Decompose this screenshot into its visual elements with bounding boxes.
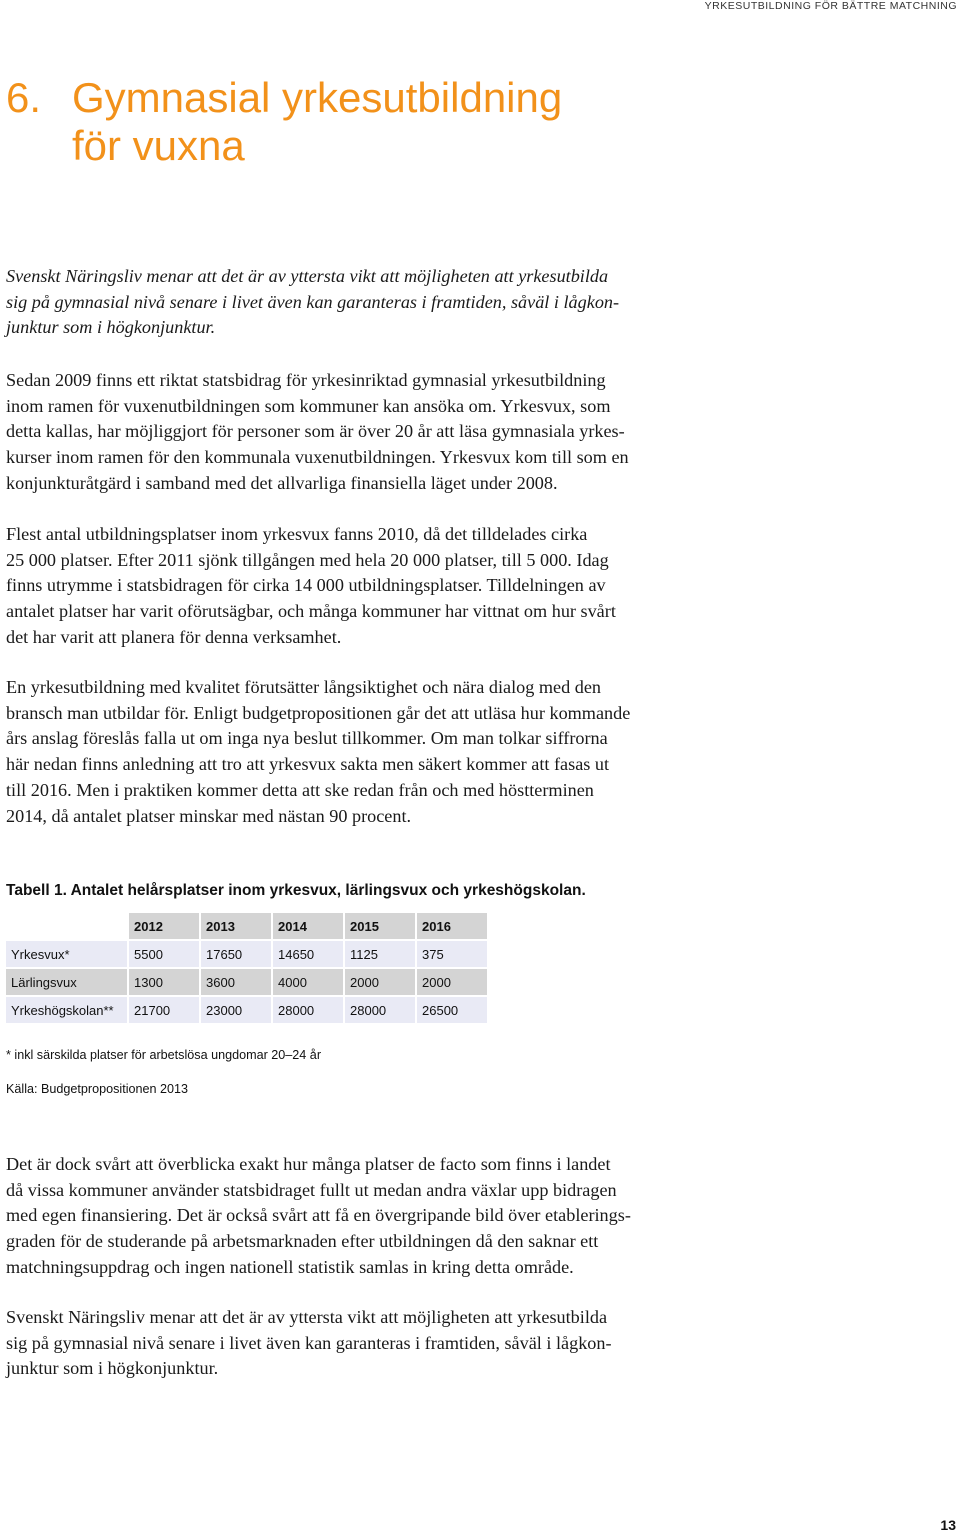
table-row [6, 941, 487, 967]
year-header: 2014 [273, 913, 343, 939]
text-line: det har varit att planera för denna verksamhet. [6, 626, 342, 647]
text-line: Det är dock svårt att överblicka exakt hur många platser de facto som finns i landet [6, 1154, 611, 1174]
table-cell: 28000 [273, 997, 343, 1023]
table-cell: 375 [417, 941, 487, 967]
text-line: sig på gymnasial nivå senare i livet även kan garanteras i framtiden, såväl i lågkon- [6, 1332, 612, 1353]
row-label: Yrkesvux* [6, 941, 127, 967]
year-header: 2012 [129, 913, 199, 939]
intro-paragraph [6, 264, 619, 341]
year-header: 2015 [345, 913, 415, 939]
table-cell: 17650 [201, 941, 271, 967]
table-corner-cell [6, 913, 127, 939]
row-label: Lärlingsvux [6, 969, 127, 995]
text-line: junktur som i högkonjunktur. [6, 317, 216, 338]
chapter-title-line-1: Gymnasial yrkesutbildning [72, 74, 563, 121]
running-header: YRKESUTBILDNING FÖR BÄTTRE MATCHNING [704, 0, 957, 12]
table-source: Källa: Budgetpropositionen 2013 [6, 1082, 189, 1096]
text-line: junktur som i högkonjunktur. [6, 1358, 219, 1379]
page-number: 13 [940, 1517, 956, 1533]
table-cell: 28000 [345, 997, 415, 1023]
text-line: Svenskt Näringsliv menar att det är av yttersta vikt att möjligheten att yrkesutbilda [6, 266, 609, 286]
body-paragraph-1 [6, 368, 629, 497]
table-cell: 14650 [273, 941, 343, 967]
text-line: här nedan finns anledning att tro att yrkesvux sakta men säkert kommer att fasas ut [6, 754, 610, 775]
text-line: 2014, då antalet platser minskar med nästan 90 procent. [6, 805, 412, 826]
text-line: konjunkturåtgärd i samband med det allvarliga finansiella läget under 2008. [6, 472, 558, 493]
table-cell: 21700 [129, 997, 199, 1023]
text-line: antalet platser har varit oförutsägbar, och många kommuner har vittnat om hur svårt [6, 601, 616, 622]
text-line: då vissa kommuner använder statsbidraget fullt ut medan andra växlar upp bidragen [6, 1179, 617, 1200]
text-line: finns utrymme i statsbidragen för cirka 14 000 utbildningsplatser. Tilldelningen av [6, 575, 606, 596]
chapter-number: 6. [6, 74, 42, 121]
text-line: Flest antal utbildningsplatser inom yrkesvux fanns 2010, då det tilldelades cirka [6, 524, 588, 544]
chapter-title [6, 74, 562, 170]
text-line: bransch man utbildar för. Enligt budgetpropositionen går det att utläsa hur kommande [6, 702, 631, 723]
text-line: detta kallas, har möjliggjort för personer som är över 20 år att läsa gymnasiala yrkes- [6, 421, 625, 442]
table-cell: 1125 [345, 941, 415, 967]
text-line: Svenskt Näringsliv menar att det är av yttersta vikt att möjligheten att yrkesutbilda [6, 1307, 608, 1327]
table-cell: 4000 [273, 969, 343, 995]
table-caption: Tabell 1. Antalet helårsplatser inom yrkesvux, lärlingsvux och yrkeshögskolan. [6, 882, 586, 899]
body-paragraph-2 [6, 522, 616, 651]
year-header: 2013 [201, 913, 271, 939]
places-table [4, 911, 489, 1025]
text-line: års anslag föreslås falla ut om inga nya beslut tillkommer. Om man tolkar siffrorna [6, 728, 608, 749]
row-label: Yrkeshögskolan** [6, 997, 127, 1023]
text-line: kurser inom ramen för den kommunala vuxenutbildningen. Yrkesvux kom till som en [6, 447, 629, 468]
body-paragraph-4 [6, 1152, 631, 1281]
table-footnote: * inkl särskilda platser för arbetslösa ungdomar 20–24 år [6, 1048, 322, 1062]
table-cell: 23000 [201, 997, 271, 1023]
year-header: 2016 [417, 913, 487, 939]
text-line: Sedan 2009 finns ett riktat statsbidrag för yrkesinriktad gymnasial yrkesutbildning [6, 370, 606, 390]
table-cell: 3600 [201, 969, 271, 995]
table-cell: 26500 [417, 997, 487, 1023]
table-row [6, 997, 487, 1023]
table-row [6, 969, 487, 995]
body-paragraph-5 [6, 1305, 612, 1382]
text-line: sig på gymnasial nivå senare i livet även kan garanteras i framtiden, såväl i lågkon- [6, 291, 620, 312]
text-line: inom ramen för vuxenutbildningen som kommuner kan ansöka om. Yrkesvux, som [6, 395, 611, 416]
text-line: En yrkesutbildning med kvalitet förutsätter långsiktighet och nära dialog med den [6, 677, 601, 697]
text-line: till 2016. Men i praktiken kommer detta att ske redan från och med höstterminen [6, 779, 594, 800]
text-line: graden för de studerande på arbetsmarknaden efter utbildningen då den saknar ett [6, 1231, 599, 1252]
text-line: 25 000 platser. Efter 2011 sjönk tillgången med hela 20 000 platser, till 5 000. Idag [6, 549, 609, 570]
table-cell: 5500 [129, 941, 199, 967]
table-cell: 1300 [129, 969, 199, 995]
chapter-title-line-2: för vuxna [72, 122, 245, 169]
body-paragraph-3 [6, 675, 630, 829]
text-line: med egen finansiering. Det är också svårt att få en övergripande bild över etablerings- [6, 1205, 631, 1226]
table-cell: 2000 [345, 969, 415, 995]
table-cell: 2000 [417, 969, 487, 995]
text-line: matchningsuppdrag och ingen nationell statistik samlas in kring detta område. [6, 1256, 574, 1277]
table-header-row [6, 913, 487, 939]
